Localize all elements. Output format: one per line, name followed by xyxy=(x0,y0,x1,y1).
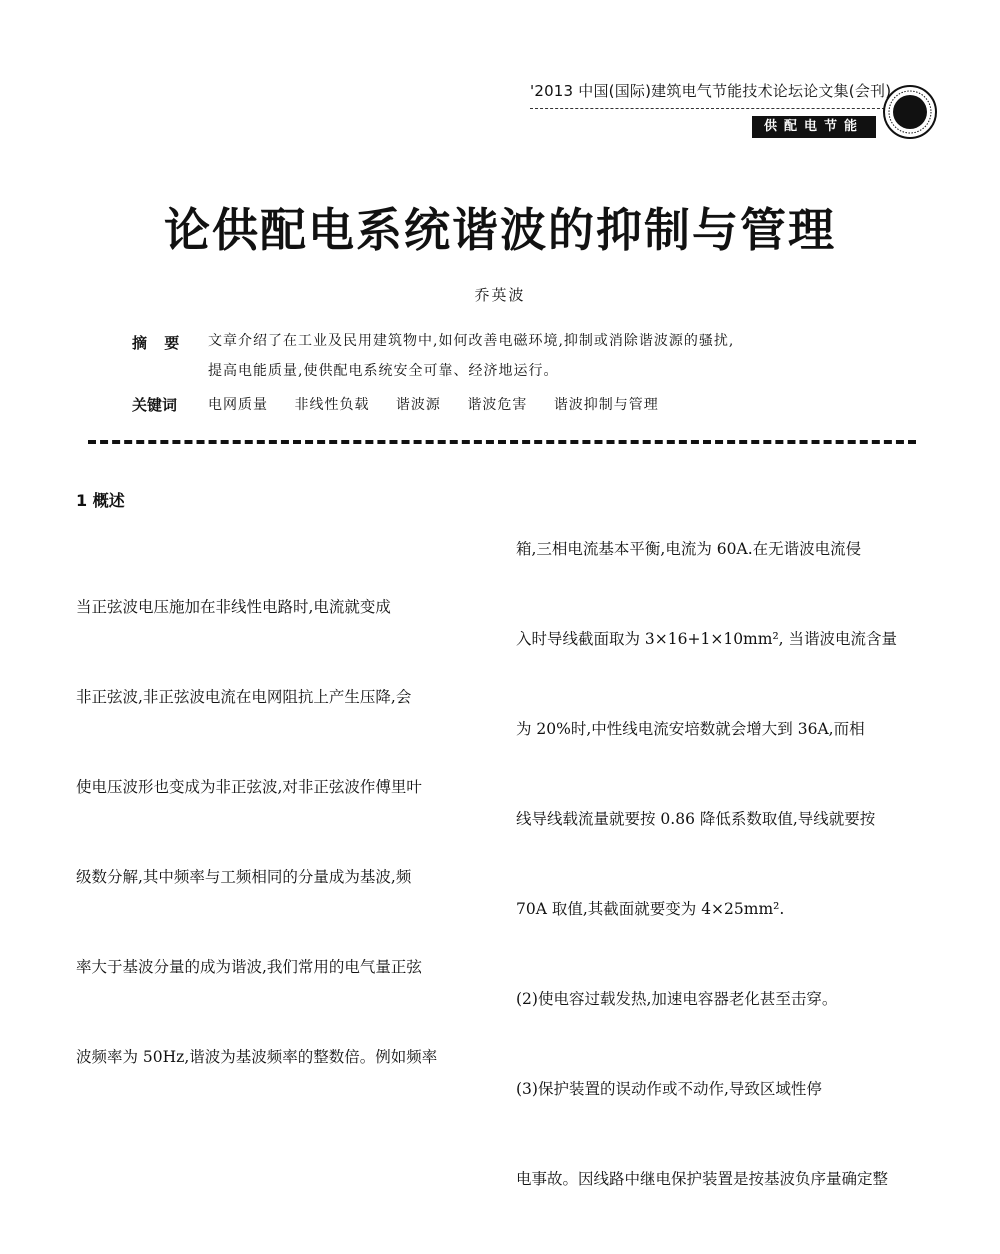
body-line: 为 20%时,中性线电流安培数就会增大到 36A,而相 xyxy=(516,720,865,738)
keyword: 谐波源 xyxy=(395,397,441,413)
abstract-line: 文章介绍了在工业及民用建筑物中,如何改善电磁环境,抑制或消除谐波源的骚扰, xyxy=(208,333,735,349)
body-line: 箱,三相电流基本平衡,电流为 60A.在无谐波电流侵 xyxy=(516,540,862,558)
body-paragraph xyxy=(516,474,924,1254)
keywords-list xyxy=(208,394,681,414)
body-line: (2)使电容过载发热,加速电容器老化甚至击穿。 xyxy=(516,990,838,1008)
keyword: 谐波抑制与管理 xyxy=(553,397,659,413)
keywords-label: 关键词 xyxy=(132,396,178,414)
abstract-text xyxy=(208,326,868,386)
keyword: 非线性负载 xyxy=(294,397,370,413)
right-column xyxy=(516,474,924,1254)
body-paragraph xyxy=(76,532,480,1132)
body-line: 级数分解,其中频率与工频相同的分量成为基波,频 xyxy=(76,868,412,886)
body-line: 非正弦波,非正弦波电流在电网阻抗上产生压降,会 xyxy=(76,688,412,706)
body-line: 70A 取值,其截面就要变为 4×25mm². xyxy=(516,900,785,918)
paper-title: 论供配电系统谐波的抑制与管理 xyxy=(164,203,836,257)
header-divider xyxy=(530,108,890,109)
body-line: 电事故。因线路中继电保护装置是按基波负序量确定整 xyxy=(516,1170,889,1188)
left-column xyxy=(76,486,480,1132)
body-line: 入时导线截面取为 3×16+1×10mm², 当谐波电流含量 xyxy=(516,630,898,648)
body-line: 率大于基波分量的成为谐波,我们常用的电气量正弦 xyxy=(76,958,422,976)
author-name: 乔英波 xyxy=(474,286,526,304)
journal-header: '2013 中国(国际)建筑电气节能技术论坛论文集(会刊) xyxy=(530,82,892,100)
body-line: 使电压波形也变成为非正弦波,对非正弦波作傅里叶 xyxy=(76,778,422,796)
section-badge: 供配电节能 xyxy=(752,116,876,138)
abstract-line: 提高电能质量,使供配电系统安全可靠、经济地运行。 xyxy=(208,363,559,379)
keyword: 电网质量 xyxy=(208,397,268,413)
section-separator xyxy=(88,440,916,444)
keyword: 谐波危害 xyxy=(467,397,528,413)
abstract-label: 摘 要 xyxy=(132,334,186,352)
section-heading: 1 概述 xyxy=(76,491,125,510)
body-line: 线导线载流量就要按 0.86 降低系数取值,导线就要按 xyxy=(516,810,876,828)
journal-seal-icon xyxy=(882,84,938,140)
body-line: (3)保护装置的误动作或不动作,导致区域性停 xyxy=(516,1080,822,1098)
body-line: 波频率为 50Hz,谐波为基波频率的整数倍。例如频率 xyxy=(76,1048,438,1066)
body-line: 当正弦波电压施加在非线性电路时,电流就变成 xyxy=(76,598,391,616)
